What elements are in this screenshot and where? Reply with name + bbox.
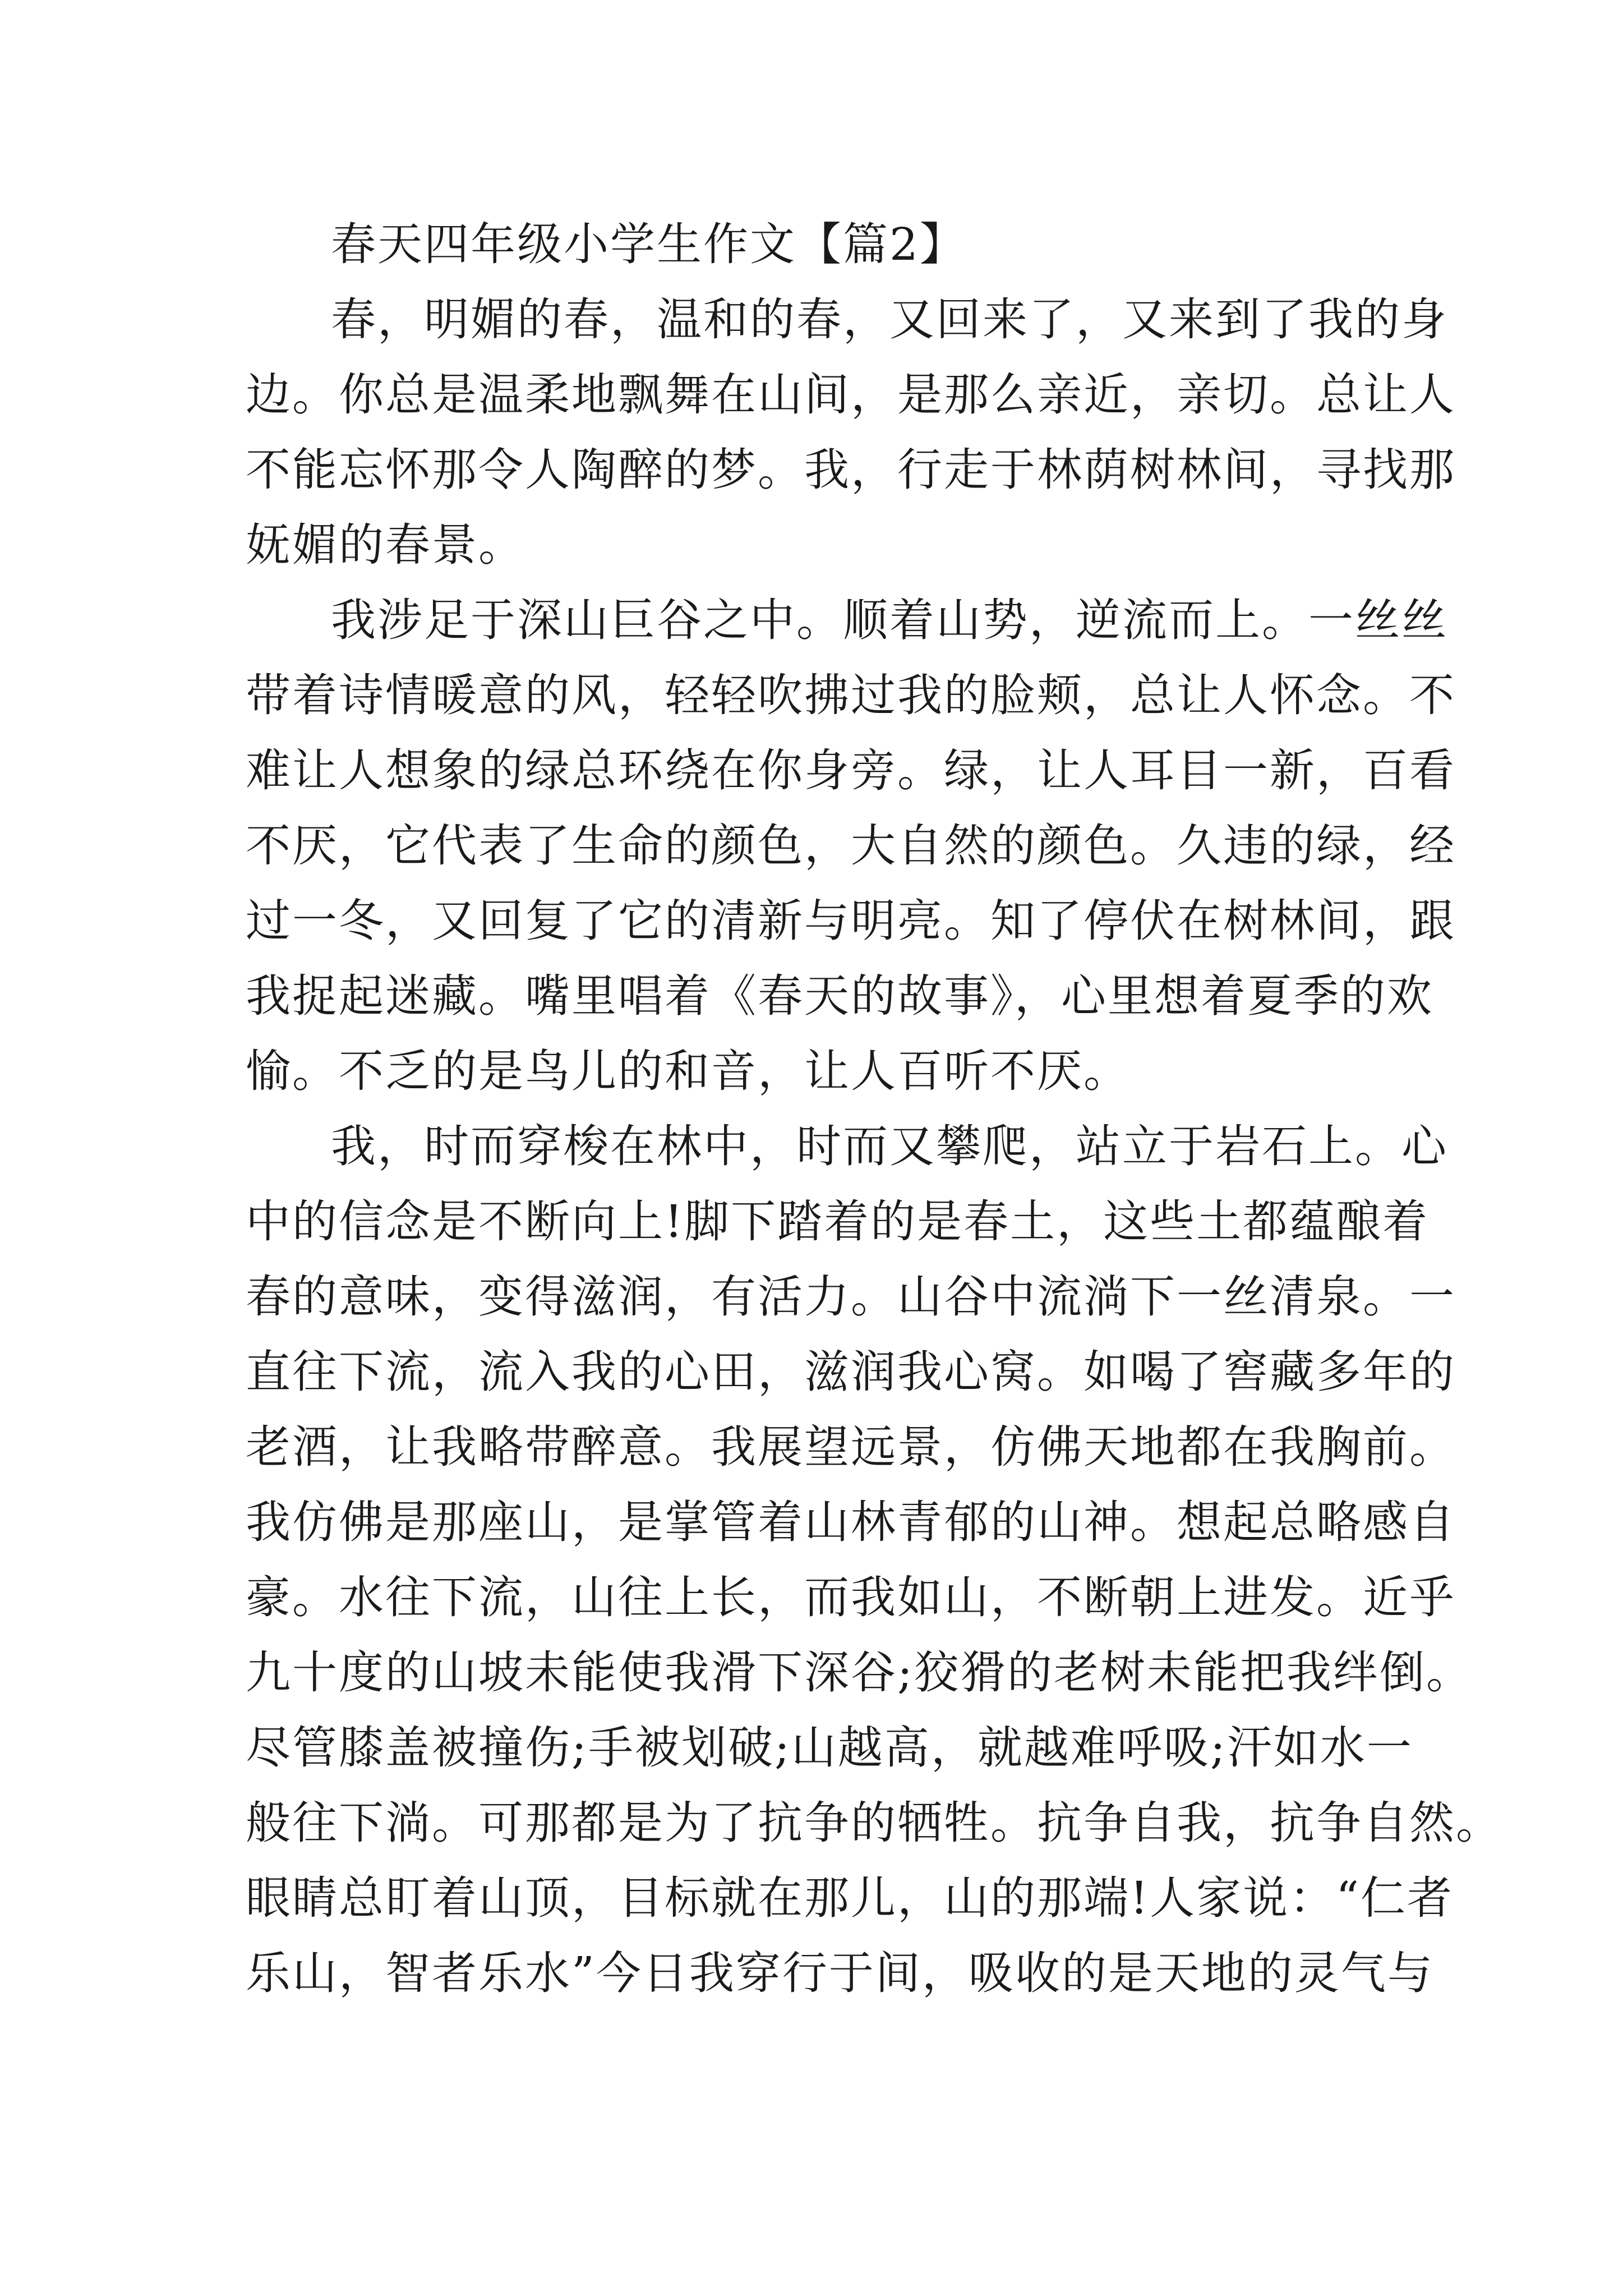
paragraph-3-line-1: 我，时而穿梭在林中，时而又攀爬，站立于岩石上。心: [331, 1120, 1448, 1172]
paragraph-1-line-3: 不能忘怀那令人陶醉的梦。我，行走于林荫树林间，寻找那: [246, 444, 1456, 496]
document-title: 春天四年级小学生作文【篇2】: [331, 218, 966, 270]
paragraph-1-line-2: 边。你总是温柔地飘舞在山间，是那么亲近，亲切。总让人: [246, 369, 1456, 421]
paragraph-2-line-7: 愉。不乏的是鸟儿的和音，让人百听不厌。: [246, 1045, 1130, 1097]
paragraph-3-line-2: 中的信念是不断向上!脚下踏着的是春土，这些土都蕴酿着: [246, 1195, 1430, 1248]
paragraph-2-line-6: 我捉起迷藏。嘴里唱着《春天的故事》，心里想着夏季的欢: [246, 970, 1433, 1022]
paragraph-3-line-9: 尽管膝盖被撞伤;手被划破;山越高，就越难呼吸;汗如水一: [246, 1722, 1413, 1774]
paragraph-3-line-10: 般往下淌。可那都是为了抗争的牺牲。抗争自我，抗争自然。: [246, 1797, 1502, 1849]
paragraph-2-line-3: 难让人想象的绿总环绕在你身旁。绿，让人耳目一新，百看: [246, 744, 1456, 797]
paragraph-3-line-12: 乐山，智者乐水”今日我穿行于间，吸收的是天地的灵气与: [246, 1947, 1434, 1999]
paragraph-2-line-4: 不厌，它代表了生命的颜色，大自然的颜色。久违的绿，经: [246, 820, 1456, 872]
paragraph-3-line-11: 眼睛总盯着山顶，目标就在那儿，山的那端!人家说：“仁者: [246, 1872, 1454, 1924]
paragraph-2-line-1: 我涉足于深山巨谷之中。顺着山势，逆流而上。一丝丝: [331, 594, 1448, 646]
paragraph-1-line-4: 妩媚的春景。: [246, 519, 525, 571]
paragraph-3-line-5: 老酒，让我略带醉意。我展望远景，仿佛天地都在我胸前。: [246, 1421, 1456, 1473]
paragraph-3-line-6: 我仿佛是那座山，是掌管着山林青郁的山神。想起总略感自: [246, 1496, 1456, 1548]
paragraph-1-line-1: 春，明媚的春，温和的春，又回来了，又来到了我的身: [331, 293, 1448, 346]
paragraph-2-line-2: 带着诗情暖意的风，轻轻吹拂过我的脸颊，总让人怀念。不: [246, 669, 1456, 721]
paragraph-3-line-3: 春的意味，变得滋润，有活力。山谷中流淌下一丝清泉。一: [246, 1271, 1456, 1323]
paragraph-3-line-8: 九十度的山坡未能使我滑下深谷;狡猾的老树未能把我绊倒。: [246, 1646, 1473, 1699]
paragraph-3-line-4: 直往下流，流入我的心田，滋润我心窝。如喝了窖藏多年的: [246, 1346, 1456, 1398]
paragraph-2-line-5: 过一冬，又回复了它的清新与明亮。知了停伏在树林间，跟: [246, 895, 1456, 947]
paragraph-3-line-7: 豪。水往下流，山往上长，而我如山，不断朝上进发。近乎: [246, 1571, 1456, 1623]
